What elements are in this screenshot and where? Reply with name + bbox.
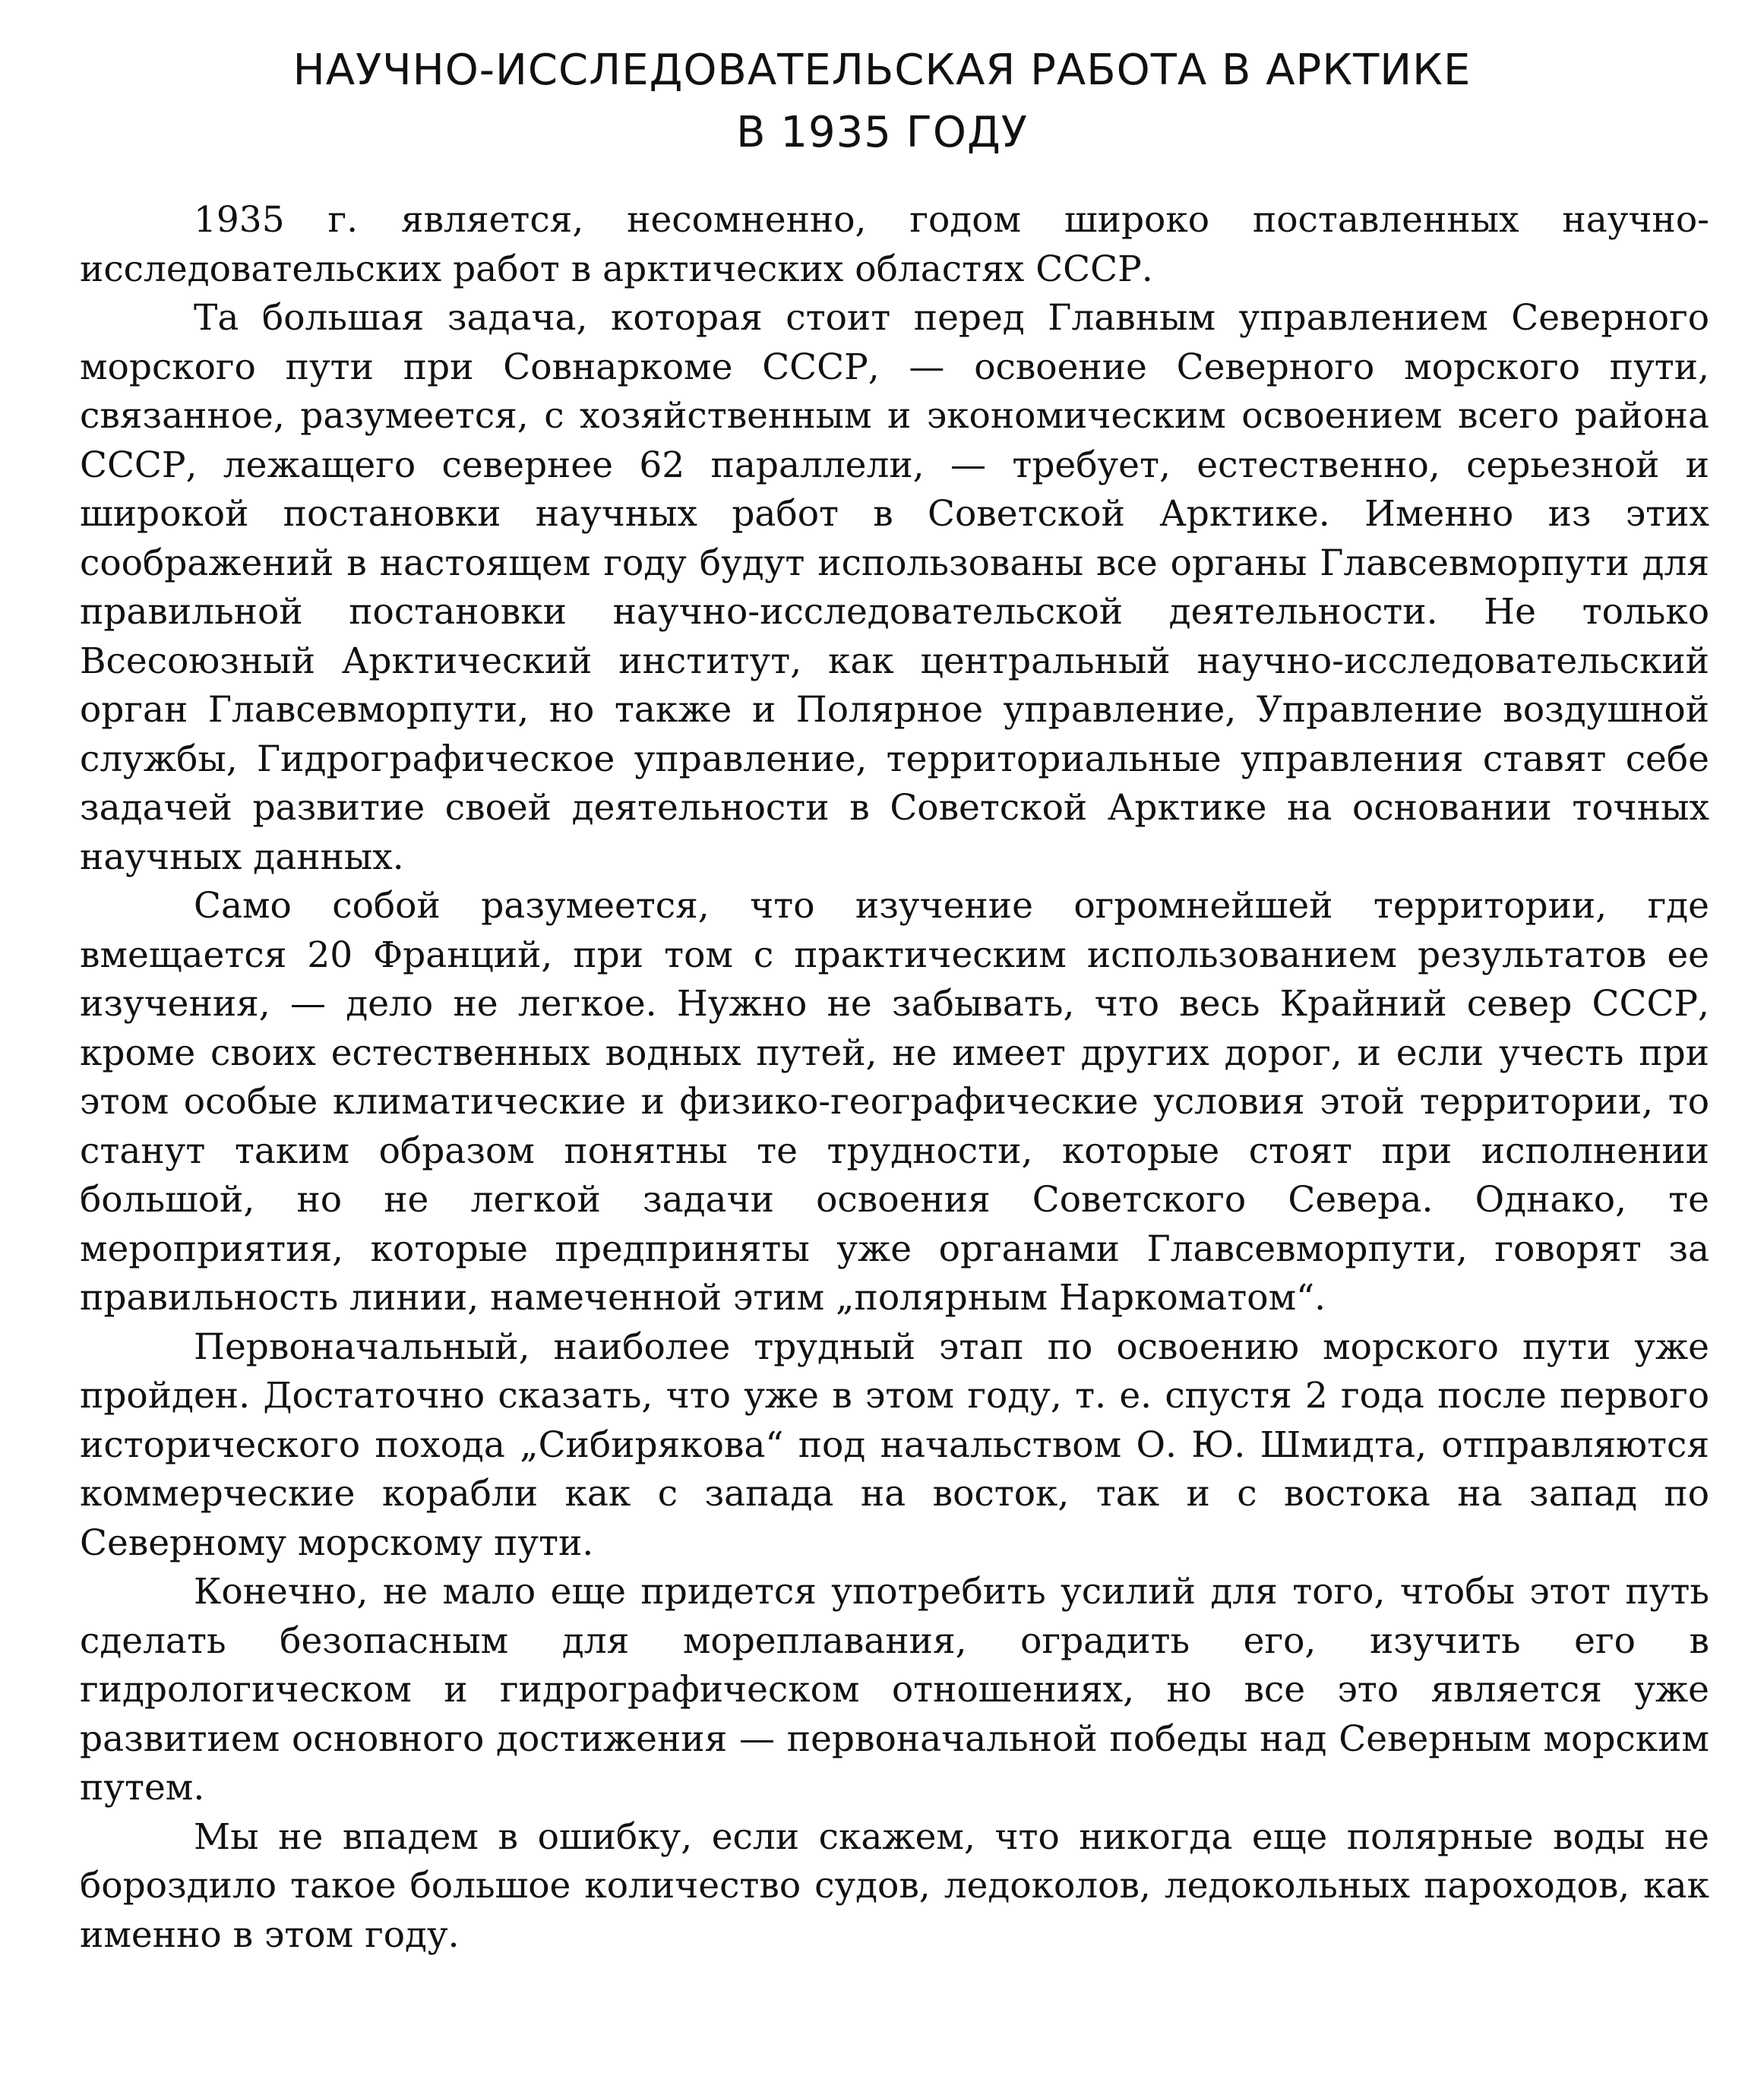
article-title-line-1: НАУЧНО-ИССЛЕДОВАТЕЛЬСКАЯ РАБОТА В АРКТИКЕ <box>292 46 1472 95</box>
article-body <box>80 196 1709 1960</box>
article-title <box>0 39 1764 164</box>
paragraph-3: Само собой разумеется, что изучение огромнейшей территории, где вмещается 20 Франций, при том с практическим использованием результатов ее изучения, — дело не легкое. Нужно не забывать, что весь Крайний север СССР, кроме своих естественных водных путей, не имеет других дорог, и если учесть при этом особые климатические и физико-географические условия этой территории, то станут таким образом понятны те трудности, которые стоят при исполнении большой, но не легкой задачи освоения Советского Севера. Однако, те мероприятия, которые предприняты уже органами Главсевморпути, говорят за правильность линии, намеченной этим „полярным Наркоматом“. <box>80 885 1709 1319</box>
paragraph-2: Та большая задача, которая стоит перед Главным управлением Северного морского пути при Совнаркоме СССР, — освоение Северного морского пути, связанное, разумеется, с хозяйственным и экономическим освоением всего района СССР, лежащего севернее 62 параллели, — требует, естественно, серьезной и широкой постановки научных работ в Советской Арктике. Именно из этих соображений в настоящем году будут использованы все органы Главсевморпути для правильной постановки научно-исследовательской деятельности. Не только Всесоюзный Арктический институт, как центральный научно-исследовательский орган Главсевморпути, но также и Полярное управление, Управление воздушной службы, Гидрографическое управление, территориальные управления ставят себе задачей развитие своей деятельности в Советской Арктике на основании точных научных данных. <box>80 297 1709 878</box>
article-title-line-2: В 1935 ГОДУ <box>736 108 1028 157</box>
paragraph-5: Конечно, не мало еще придется употребить усилий для того, чтобы этот путь сделать безопасным для мореплавания, оградить его, изучить его в гидрологическом и гидрографическом отношениях, но все это является уже развитием основного достижения — первоначальной победы над Северным морским путем. <box>80 1571 1709 1809</box>
paragraph-1: 1935 г. является, несомненно, годом широко поставленных научно-исследовательских работ в арктических областях СССР. <box>80 199 1709 290</box>
paragraph-6: Мы не впадем в ошибку, если скажем, что никогда еще полярные воды не бороздило такое большое количество судов, ледоколов, ледокольных пароходов, как именно в этом году. <box>80 1815 1709 1956</box>
paragraph-4: Первоначальный, наиболее трудный этап по освоению морского пути уже пройден. Достаточно сказать, что уже в этом году, т. е. спустя 2 года после первого исторического похода „Сибирякова“ под начальством О. Ю. Шмидта, отправляются коммерческие корабли как с запада на восток, так и с востока на запад по Северному морскому пути. <box>80 1325 1709 1564</box>
